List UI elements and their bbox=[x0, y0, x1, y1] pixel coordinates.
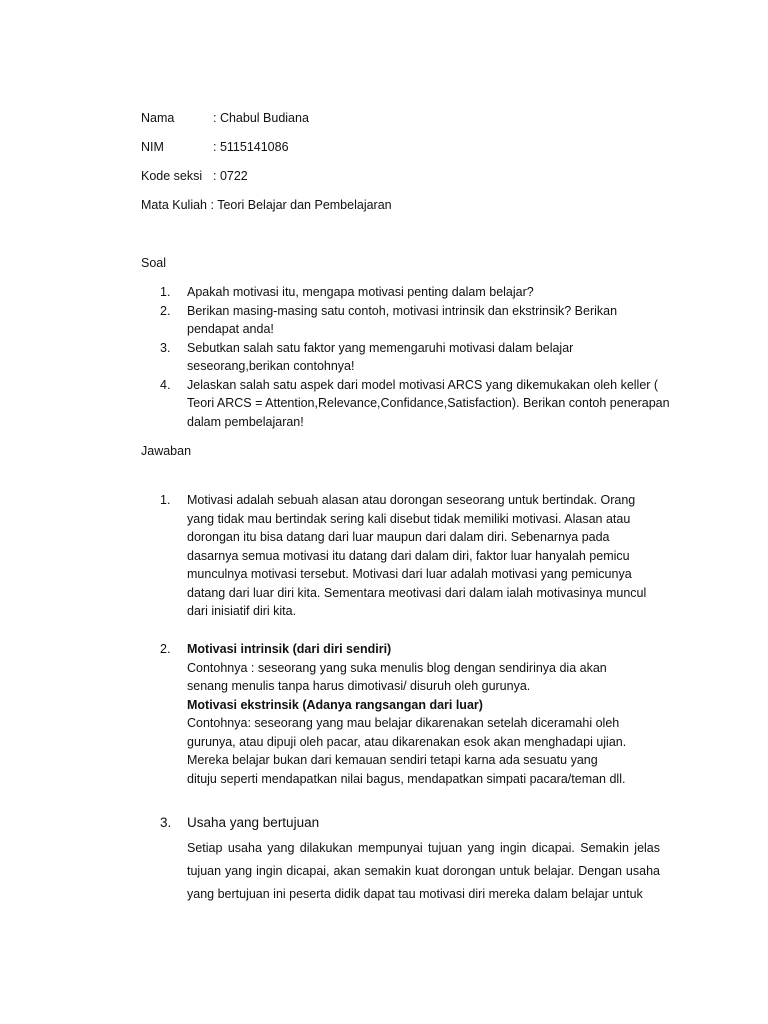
soal-item-number: 2. bbox=[160, 303, 171, 318]
jawaban-item-1 bbox=[160, 491, 660, 621]
soal-item-number: 1. bbox=[160, 285, 171, 299]
soal-item-text: Jelaskan salah satu aspek dari model motivasi ARCS yang dikemukakan oleh keller ( Teori ARCS = Attention,Relevance,Confidance,Satisfaction). Berikan contoh penerapan dalam pembelajaran! bbox=[187, 377, 670, 429]
jawaban-item-number: 2. bbox=[160, 642, 171, 656]
jawaban-item-number: 1. bbox=[160, 493, 171, 507]
soal-item bbox=[160, 283, 660, 302]
field-mata-kuliah: Mata Kuliah : Teori Belajar dan Pembelajaran bbox=[141, 198, 392, 212]
field-nama-label: Nama bbox=[141, 111, 175, 125]
intrinsic-example: Contohnya : seseorang yang suka menulis blog dengan sendirinya dia akan senang menulis tanpa harus dimotivasi/ disuruh oleh gurunya. bbox=[187, 660, 607, 693]
extrinsic-example: Contohnya: seseorang yang mau belajar dikarenakan setelah diceramahi oleh gurunya, atau dipuji oleh pacar, atau dikarenakan esok akan menghadapi ujian. Mereka belajar bukan dari kemauan sendiri tetapi karna ada sesuatu yang dituju seperti mendapatkan nilai bagus, mendapatkan simpati pacara/teman dll. bbox=[187, 716, 627, 786]
soal-item-text: Apakah motivasi itu, mengapa motivasi penting dalam belajar? bbox=[187, 285, 534, 299]
usaha-title: Usaha yang bertujuan bbox=[187, 815, 320, 830]
soal-list bbox=[160, 283, 670, 431]
jawaban-list-1 bbox=[160, 491, 660, 621]
soal-item-text: Sebutkan salah satu faktor yang memengaruhi motivasi dalam belajar seseorang,berikan contohnya! bbox=[187, 340, 574, 373]
field-nama bbox=[141, 109, 309, 128]
jawaban-list-3 bbox=[160, 814, 660, 906]
soal-item bbox=[160, 339, 607, 376]
soal-heading: Soal bbox=[141, 256, 167, 270]
field-nim bbox=[141, 138, 289, 157]
field-kode-value: : 0722 bbox=[213, 169, 248, 183]
jawaban-item-3 bbox=[160, 814, 660, 906]
intrinsic-title: Motivasi intrinsik (dari diri sendiri) bbox=[187, 642, 392, 656]
field-kode-seksi bbox=[141, 167, 248, 186]
jawaban-list-2 bbox=[160, 640, 630, 788]
soal-item bbox=[160, 376, 687, 432]
jawaban-heading: Jawaban bbox=[141, 444, 192, 458]
field-nim-value: : 5115141086 bbox=[213, 140, 289, 154]
jawaban-item-text: Motivasi adalah sebuah alasan atau dorongan seseorang untuk bertindak. Orang yang tidak mau bertindak sering kali disebut tidak memiliki motivasi. Alasan atau dorongan itu bisa datang dari luar maupun dari dalam diri. Sebenarnya pada dasarnya semua motivasi itu datang dari dalam diri, faktor luar hanyalah pemicu munculnya motivasi tersebut. Motivasi dari luar adalah motivasi yang pemicunya datang dari luar diri kita. Sementara meotivasi dari dalam ialah motivasinya muncul dari inisiatif diri kita. bbox=[187, 493, 647, 618]
field-nama-value: : Chabul Budiana bbox=[213, 111, 309, 125]
soal-item bbox=[160, 302, 627, 339]
soal-item-number: 3. bbox=[160, 340, 171, 355]
field-nim-label: NIM bbox=[141, 140, 164, 154]
extrinsic-title: Motivasi ekstrinsik (Adanya rangsangan dari luar) bbox=[187, 697, 483, 712]
field-kode-label: Kode seksi bbox=[141, 169, 203, 183]
jawaban-item-2 bbox=[160, 640, 630, 788]
usaha-text: Setiap usaha yang dilakukan mempunyai tujuan yang ingin dicapai. Semakin jelas tujuan yang ingin dicapai, akan semakin kuat dorongan untuk belajar. Dengan usaha yang bertujuan ini peserta didik dapat tau motivasi diri mereka dalam belajar untuk bbox=[187, 840, 660, 901]
jawaban-item-number: 3. bbox=[160, 815, 172, 830]
soal-item-text: Berikan masing-masing satu contoh, motivasi intrinsik dan ekstrinsik? Berikan pendapat anda! bbox=[187, 303, 618, 336]
soal-item-number: 4. bbox=[160, 377, 171, 392]
